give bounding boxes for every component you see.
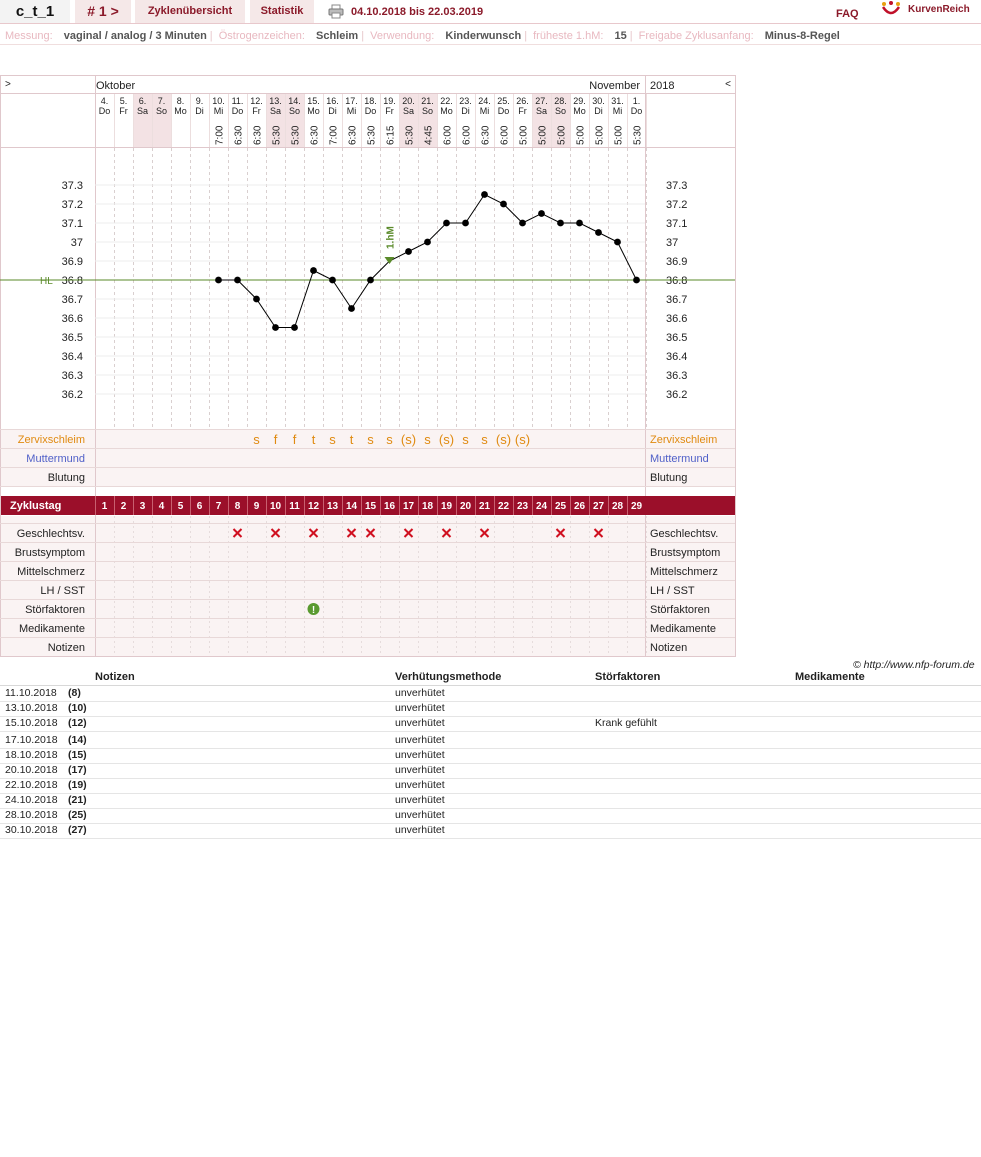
measurement-time-label: 5:30 [290, 125, 302, 145]
date-day-label: 9. [195, 96, 204, 106]
date-day-label: 16. [326, 96, 339, 106]
zyklustag-number: 20 [459, 501, 472, 512]
zyklustag-number: 5 [177, 501, 184, 512]
y-tick-label-right: 36.4 [666, 351, 688, 363]
measurement-time-label: 6:30 [233, 125, 245, 145]
date-weekday-label: Mo [440, 106, 453, 116]
notes-cycle-day: (25) [68, 809, 87, 821]
measurement-time-label: 5:30 [404, 125, 416, 145]
y-tick-label-left: 37 [70, 237, 83, 249]
notes-method: unverhütet [395, 794, 445, 806]
zervix-symbol: f [273, 432, 278, 447]
info-value-verwendung: Kinderwunsch [445, 30, 522, 42]
zyklustag-number: 19 [440, 501, 453, 512]
zyklustag-number: 8 [234, 501, 241, 512]
notes-cycle-day: (12) [68, 717, 87, 729]
notes-table-row [0, 716, 981, 732]
info-bar: Messung: vaginal / analog / 3 Minuten | Östrogenzeichen: Schleim | Verwendung: Kinderwunsch | früheste 1.hM: 15 | Freigabe Zyklusanfang: Minus-8-Regel [5, 30, 840, 42]
row-label-stoer: Störfaktoren [25, 604, 85, 616]
date-day-label: 10. [212, 96, 225, 106]
cycle-nav-tab[interactable]: # 1 > [75, 0, 131, 23]
date-day-label: 31. [611, 96, 624, 106]
notes-header-medi: Medikamente [795, 671, 865, 683]
zyklustag-number: 11 [289, 501, 300, 512]
notes-cycle-day: (17) [68, 764, 87, 776]
temperature-point [253, 296, 260, 303]
zyklustag-label: Zyklustag [10, 500, 62, 512]
zyklustag-number: 26 [573, 501, 586, 512]
measurement-time-label: 6:30 [252, 125, 264, 145]
zervix-symbol: s [329, 432, 336, 447]
row-label-mittel: Mittelschmerz [17, 566, 85, 578]
temperature-point [538, 210, 545, 217]
notes-method: unverhütet [395, 824, 445, 836]
date-day-label: 23. [459, 96, 472, 106]
measurement-time-label: 5:00 [518, 125, 530, 145]
measurement-time-label: 5:00 [537, 125, 549, 145]
measurement-time-label: 5:00 [594, 125, 606, 145]
kurvenreich-logo-text[interactable]: KurvenReich [908, 4, 970, 15]
date-range: 04.10.2018 bis 22.03.2019 [351, 6, 484, 18]
measurement-time-label: 4:45 [423, 125, 435, 145]
y-tick-label-left: 36.2 [61, 389, 83, 401]
date-weekday-label: Sa [535, 106, 548, 116]
date-weekday-label: Sa [269, 106, 282, 116]
zervix-symbol: s [253, 432, 260, 447]
notes-table-row [0, 763, 981, 779]
notes-date: 15.10.2018 [5, 717, 58, 729]
temperature-point [329, 277, 336, 284]
y-tick-label-left: 37.1 [61, 218, 83, 230]
y-tick-label-right: 36.6 [666, 313, 688, 325]
measurement-time-label: 6:00 [499, 125, 511, 145]
measurement-time-label: 6:30 [347, 125, 359, 145]
notes-cycle-day: (15) [68, 749, 87, 761]
zervix-symbol: (s) [400, 432, 417, 447]
date-day-label: 18. [364, 96, 377, 106]
row-label-right-zervix: Zervixschleim [650, 434, 718, 446]
date-day-label: 6. [138, 96, 147, 106]
y-tick-label-right: 36.3 [666, 370, 688, 382]
notes-date: 28.10.2018 [5, 809, 58, 821]
date-day-label: 17. [345, 96, 358, 106]
notes-method: unverhütet [395, 764, 445, 776]
zervix-symbol: s [386, 432, 393, 447]
temperature-point [462, 220, 469, 227]
month-label-october: Oktober [96, 80, 136, 92]
row-label-notizen: Notizen [47, 642, 85, 654]
notes-method: unverhütet [395, 779, 445, 791]
date-weekday-label: So [155, 106, 168, 116]
notes-table-row [0, 748, 981, 764]
month-label-november: November [589, 80, 640, 92]
date-day-label: 29. [573, 96, 586, 106]
zervix-symbol: t [311, 432, 316, 447]
nav-prev-button[interactable]: > [5, 79, 11, 90]
temperature-point [481, 191, 488, 198]
notes-header-method: Verhütungsmethode [395, 671, 502, 683]
info-label-freigabe: Freigabe Zyklusanfang: [638, 30, 754, 42]
measurement-time-label: 6:00 [442, 125, 454, 145]
y-tick-label-left: 36.9 [61, 256, 83, 268]
measurement-time-label: 5:00 [575, 125, 587, 145]
notes-method: unverhütet [395, 734, 445, 746]
notes-table-row [0, 808, 981, 824]
y-tick-label-left: 37.3 [61, 180, 83, 192]
zyklustag-number: 29 [630, 501, 643, 512]
notes-cycle-day: (8) [68, 687, 81, 699]
y-tick-label-right: 36.2 [666, 389, 688, 401]
y-tick-label-right: 36.9 [666, 256, 688, 268]
date-day-label: 11. [231, 96, 244, 106]
row-label-lh: LH / SST [40, 585, 85, 597]
notes-date: 20.10.2018 [5, 764, 58, 776]
zyklustag-number: 16 [383, 501, 396, 512]
date-weekday-label: So [421, 106, 434, 116]
notes-cycle-day: (27) [68, 824, 87, 836]
date-weekday-label: Do [364, 106, 377, 116]
temperature-point [405, 248, 412, 255]
info-label-verwendung: Verwendung: [370, 30, 435, 42]
year-label: 2018 [650, 80, 675, 92]
temperature-point [215, 277, 222, 284]
row-label-right-notizen: Notizen [650, 642, 688, 654]
temperature-point [310, 267, 317, 274]
date-weekday-label: Mo [573, 106, 586, 116]
date-weekday-label: Sa [402, 106, 415, 116]
date-weekday-label: Di [328, 106, 337, 116]
y-tick-label-right: 37 [666, 237, 679, 249]
measurement-time-label: 5:30 [366, 125, 378, 145]
y-tick-label-left: 36.6 [61, 313, 83, 325]
notes-table-row [0, 686, 981, 702]
date-day-label: 1. [632, 96, 641, 106]
y-tick-label-left: 36.4 [61, 351, 83, 363]
zyklustag-number: 22 [497, 501, 510, 512]
hili-label: HL [40, 276, 53, 287]
temperature-point [367, 277, 374, 284]
y-tick-label-right: 36.8 [666, 275, 688, 287]
date-day-label: 30. [592, 96, 605, 106]
temperature-point [595, 229, 602, 236]
measurement-time-label: 7:00 [214, 125, 226, 145]
temperature-point [557, 220, 564, 227]
y-tick-label-left: 36.5 [61, 332, 83, 344]
date-day-label: 28. [554, 96, 567, 106]
row-label-gv: Geschlechtsv. [16, 528, 85, 540]
notes-cycle-day: (21) [68, 794, 87, 806]
zyklustag-number: 28 [611, 501, 624, 512]
nav-next-button[interactable]: < [725, 79, 731, 90]
row-label-right-blutung: Blutung [650, 472, 688, 484]
date-weekday-label: Di [594, 106, 603, 116]
notes-table-row [0, 701, 981, 717]
temperature-point [348, 305, 355, 312]
date-day-label: 27. [535, 96, 548, 106]
zyklustag-number: 14 [345, 501, 358, 512]
notes-date: 11.10.2018 [5, 687, 57, 699]
date-day-label: 12. [250, 96, 263, 106]
notes-cycle-day: (14) [68, 734, 87, 746]
y-tick-label-right: 36.7 [666, 294, 688, 306]
notes-date: 18.10.2018 [5, 749, 58, 761]
zyklustag-number: 12 [307, 501, 320, 512]
row-label-right-mittel: Mittelschmerz [650, 566, 718, 578]
notes-date: 30.10.2018 [5, 824, 58, 836]
measurement-time-label: 5:00 [556, 125, 568, 145]
notes-header-notizen: Notizen [95, 671, 135, 683]
notes-table-row [0, 793, 981, 809]
date-weekday-label: Fr [385, 106, 394, 116]
date-day-label: 19. [383, 96, 396, 106]
zyklustag-number: 7 [215, 501, 222, 512]
row-label-right-gv: Geschlechtsv. [650, 528, 719, 540]
zyklustag-number: 6 [196, 501, 203, 512]
row-label-right-brust: Brustsymptom [650, 547, 721, 559]
date-day-label: 24. [478, 96, 491, 106]
date-day-label: 20. [402, 96, 415, 106]
date-weekday-label: Di [195, 106, 204, 116]
zervix-symbol: (s) [495, 432, 512, 447]
date-day-label: 5. [119, 96, 128, 106]
y-tick-label-left: 36.8 [61, 275, 83, 287]
zervix-symbol: f [292, 432, 297, 447]
credit-text: © http://www.nfp-forum.de [853, 659, 975, 671]
measurement-time-label: 6:00 [461, 125, 473, 145]
temperature-point [633, 277, 640, 284]
date-weekday-label: Fr [119, 106, 128, 116]
zyklustag-number: 25 [554, 501, 567, 512]
zervix-symbol: s [462, 432, 469, 447]
measurement-time-label: 6:30 [480, 125, 492, 145]
date-weekday-label: Do [497, 106, 510, 116]
date-weekday-label: So [288, 106, 301, 116]
zyklustag-number: 1 [101, 501, 108, 512]
zyklustag-number: 18 [421, 501, 434, 512]
rows-background-bottom [1, 516, 735, 656]
date-day-label: 15. [307, 96, 320, 106]
date-weekday-label: Mo [174, 106, 187, 116]
temperature-point [614, 239, 621, 246]
temperature-point [519, 220, 526, 227]
zyklustag-number: 27 [592, 501, 605, 512]
date-weekday-label: Fr [518, 106, 527, 116]
first-hm-label: 1.hM [385, 226, 397, 249]
measurement-time-label: 5:00 [613, 125, 625, 145]
row-label-right-stoer: Störfaktoren [650, 604, 710, 616]
y-tick-label-left: 36.7 [61, 294, 83, 306]
zyklustag-number: 24 [535, 501, 548, 512]
notes-cycle-day: (19) [68, 779, 87, 791]
measurement-time-label: 6:30 [309, 125, 321, 145]
date-day-label: 8. [176, 96, 185, 106]
zyklustag-number: 17 [402, 501, 415, 512]
notes-table-row [0, 733, 981, 749]
measurement-time-label: 5:30 [271, 125, 283, 145]
notes-table-row [0, 823, 981, 839]
tab-statistik[interactable]: Statistik [250, 0, 314, 23]
info-value-oestrogen: Schleim [316, 30, 359, 42]
notes-date: 22.10.2018 [5, 779, 58, 791]
date-weekday-label: Mo [307, 106, 320, 116]
zyklustag-number: 4 [158, 501, 165, 512]
date-weekday-label: Do [98, 106, 111, 116]
date-day-label: 7. [157, 96, 166, 106]
zervix-symbol: (s) [514, 432, 531, 447]
row-label-medi: Medikamente [18, 623, 85, 635]
zyklustag-number: 2 [120, 501, 127, 512]
zervix-symbol: t [349, 432, 354, 447]
tab-zyklenuebersicht[interactable]: Zyklenübersicht [135, 0, 245, 23]
date-day-label: 14. [288, 96, 301, 106]
zyklustag-number: 3 [139, 501, 146, 512]
row-label-brust: Brustsymptom [14, 547, 85, 559]
date-day-label: 22. [440, 96, 453, 106]
date-day-label: 26. [516, 96, 529, 106]
temperature-point [500, 201, 507, 208]
notes-date: 24.10.2018 [5, 794, 58, 806]
zyklustag-number: 13 [326, 501, 339, 512]
y-tick-label-left: 36.3 [61, 370, 83, 382]
zyklustag-number: 23 [516, 501, 529, 512]
date-weekday-label: Mi [612, 106, 623, 116]
notes-method: unverhütet [395, 809, 445, 821]
y-tick-label-right: 37.3 [666, 180, 688, 192]
zervix-symbol: s [424, 432, 431, 447]
y-tick-label-right: 37.1 [666, 218, 688, 230]
row-label-right-lh: LH / SST [650, 585, 695, 597]
row-label-muttermund: Muttermund [26, 453, 85, 465]
date-weekday-label: Di [461, 106, 470, 116]
notes-method: unverhütet [395, 717, 445, 729]
date-day-label: 4. [100, 96, 109, 106]
zyklustag-number: 21 [478, 501, 491, 512]
notes-method: unverhütet [395, 749, 445, 761]
measurement-time-label: 6:15 [385, 125, 397, 145]
date-weekday-label: Mi [479, 106, 490, 116]
faq-link[interactable]: FAQ [836, 8, 859, 20]
zyklustag-number: 15 [364, 501, 377, 512]
disturbance-icon-glyph: ! [311, 605, 316, 616]
measurement-time-label: 5:30 [632, 125, 644, 145]
date-weekday-label: Do [231, 106, 244, 116]
notes-cycle-day: (10) [68, 702, 87, 714]
row-label-right-medi: Medikamente [650, 623, 717, 635]
date-weekday-label: Fr [252, 106, 261, 116]
notes-stoer: Krank gefühlt [595, 717, 657, 729]
date-weekday-label: So [554, 106, 567, 116]
measurement-time-label: 7:00 [328, 125, 340, 145]
zervix-symbol: s [367, 432, 374, 447]
date-weekday-label: Sa [136, 106, 149, 116]
temperature-point [576, 220, 583, 227]
y-tick-label-left: 37.2 [61, 199, 83, 211]
notes-date: 13.10.2018 [5, 702, 58, 714]
y-tick-label-right: 36.5 [666, 332, 688, 344]
date-weekday-label: Mi [213, 106, 224, 116]
date-weekday-label: Do [630, 106, 643, 116]
notes-method: unverhütet [395, 702, 445, 714]
temperature-point [272, 324, 279, 331]
date-weekday-label: Mi [346, 106, 357, 116]
info-value-messung: vaginal / analog / 3 Minuten [63, 30, 207, 42]
row-label-right-muttermund: Muttermund [650, 453, 709, 465]
info-label-hm: früheste 1.hM: [533, 30, 604, 42]
row-label-blutung: Blutung [47, 472, 85, 484]
temperature-point [291, 324, 298, 331]
info-label-oestrogen: Östrogenzeichen: [218, 30, 305, 42]
info-label-messung: Messung: [5, 30, 53, 42]
zyklustag-number: 10 [269, 501, 282, 512]
date-day-label: 13. [269, 96, 282, 106]
temperature-point [424, 239, 431, 246]
temperature-point [443, 220, 450, 227]
notes-table-row [0, 778, 981, 794]
notes-date: 17.10.2018 [5, 734, 58, 746]
cycle-name-tab[interactable]: c_t_1 [0, 0, 70, 23]
row-label-zervix: Zervixschleim [17, 434, 85, 446]
notes-header-stoer: Störfaktoren [595, 671, 661, 683]
date-day-label: 25. [497, 96, 510, 106]
zervix-symbol: s [481, 432, 488, 447]
date-day-label: 21. [421, 96, 434, 106]
temperature-point [234, 277, 241, 284]
info-value-freigabe: Minus-8-Regel [764, 30, 840, 42]
info-value-hm: 15 [614, 30, 627, 42]
zervix-symbol: (s) [438, 432, 455, 447]
zyklustag-number: 9 [253, 501, 260, 512]
notes-method: unverhütet [395, 687, 445, 699]
y-tick-label-right: 37.2 [666, 199, 688, 211]
